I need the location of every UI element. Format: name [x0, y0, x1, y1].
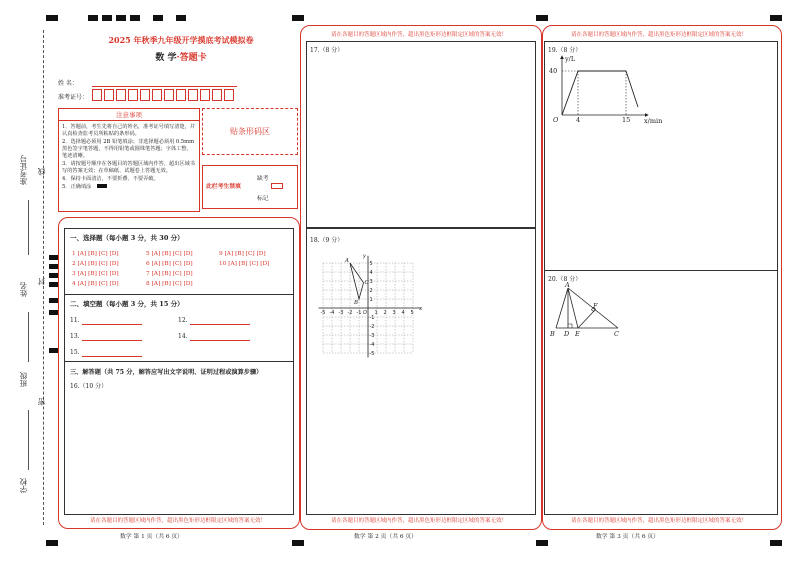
point-f: F: [593, 302, 598, 310]
choice-item-4[interactable]: 4 [A] [B] [C] [D]: [72, 281, 119, 287]
registration-mark: [292, 540, 304, 546]
fill-label-11: 11.: [70, 317, 80, 324]
side-name-label: 姓名: [19, 282, 28, 297]
choice-item-3[interactable]: 3 [A] [B] [C] [D]: [72, 271, 119, 277]
id-label: 准考证号：: [58, 94, 89, 101]
side-id-label: 准考证号: [19, 155, 28, 185]
name-field[interactable]: [92, 86, 237, 87]
y-tick-label: -5: [369, 351, 375, 357]
x-axis-label: x/min: [644, 117, 663, 125]
choice-item-7[interactable]: 7 [A] [B] [C] [D]: [146, 271, 193, 277]
registration-mark: [153, 15, 163, 21]
notice-item: 2．选择题必须用 2B 铅笔填涂；非选择题必须用 0.5mm 黑色签字笔答题，不得用铅笔或圆珠笔答题；字体工整、笔迹清晰。: [62, 139, 195, 159]
warning-text: 请在各题目的答题区域内作答，超出黑色矩形边框限定区域的答案无效！: [571, 518, 748, 524]
choice-item-10[interactable]: 10 [A] [B] [C] [D]: [219, 261, 270, 267]
y-tick-label: 1: [369, 297, 373, 303]
side-class-label: 班级: [19, 372, 28, 387]
fill-blank-12[interactable]: [190, 324, 250, 325]
notice-item: 5．正确填涂: [62, 184, 92, 190]
absent-label: 此栏考生禁填: [206, 184, 241, 190]
triangle-vertex-label: A: [345, 258, 349, 264]
q19-label: 19.（8 分）: [548, 47, 582, 54]
id-cell[interactable]: [188, 89, 198, 101]
y-axis-label: y: [363, 253, 366, 260]
choice-item-5[interactable]: 5 [A] [B] [C] [D]: [146, 251, 193, 257]
warning-text: 请在各题目的答题区域内作答，超出黑色矩形边框限定区域的答案无效！: [90, 518, 267, 524]
exam-title: 2025 年秋季九年级开学摸底考试模拟卷: [108, 35, 254, 45]
solve-title: 三、解答题（共 75 分，解答应写出文字说明、证明过程或演算步骤）: [70, 369, 263, 376]
y-tick-label: 3: [369, 279, 373, 285]
registration-mark: [176, 15, 186, 21]
card-name: ·答题卡: [176, 53, 207, 63]
registration-mark: [130, 15, 140, 21]
fill-label-13: 13.: [70, 333, 80, 340]
y-tick-label: 4: [369, 270, 373, 276]
side-seal-label: 封: [37, 278, 46, 286]
x-tick-4: 4: [576, 116, 581, 124]
y-tick-label: -2: [369, 324, 375, 330]
side-mark: [49, 255, 58, 260]
tick-labels: [321, 254, 423, 357]
segment-ae: [568, 288, 578, 328]
y-axis-label: y/L: [565, 55, 576, 63]
id-cell[interactable]: [200, 89, 210, 101]
notice-item: 4．保持卡面清洁，不要折叠、不要弄破。: [62, 176, 159, 182]
registration-mark: [292, 15, 304, 21]
id-cell[interactable]: [224, 89, 234, 101]
x-tick-label: 2: [383, 310, 387, 316]
y-tick-label: -3: [369, 333, 375, 339]
registration-mark: [46, 15, 58, 21]
registration-mark: [88, 15, 98, 21]
x-tick-label: -5: [320, 310, 326, 316]
id-cell[interactable]: [140, 89, 150, 101]
right-angle-d: [568, 324, 572, 328]
volume-line: [562, 71, 638, 115]
point-a: A: [565, 281, 570, 289]
side-school-label: 学校: [19, 478, 28, 493]
choice-item-8[interactable]: 8 [A] [B] [C] [D]: [146, 281, 193, 287]
q20-figure: [548, 280, 628, 340]
x-tick-label: -3: [338, 310, 344, 316]
subject-name: 数 学: [155, 53, 177, 63]
warning-text: 请在各题目的答题区域内作答，超出黑色矩形边框限定区域的答案无效！: [331, 518, 508, 524]
name-label: 姓 名：: [58, 80, 78, 87]
side-line-label: 线: [37, 168, 46, 176]
side-underline: [28, 200, 29, 255]
side-underline: [28, 410, 29, 470]
side-mark: [49, 298, 58, 303]
x-tick-label: 4: [401, 310, 405, 316]
choice-item-1[interactable]: 1 [A] [B] [C] [D]: [72, 251, 119, 257]
side-underline: [28, 312, 29, 362]
id-cell[interactable]: [104, 89, 114, 101]
fill-example-mark: [97, 184, 107, 188]
id-cell[interactable]: [128, 89, 138, 101]
side-mark: [49, 348, 58, 353]
fill-label-14: 14.: [178, 333, 188, 340]
q17-answer-box[interactable]: [306, 41, 536, 228]
notice-box: [58, 108, 200, 212]
registration-mark: [46, 540, 58, 546]
absent-box: [202, 165, 298, 209]
segment-ef: [578, 310, 595, 328]
x-tick-15: 15: [622, 116, 631, 124]
registration-mark: [536, 540, 548, 546]
page-footer: 数学 第 2 页（共 6 页）: [354, 534, 417, 540]
id-cell[interactable]: [176, 89, 186, 101]
fill-label-15: 15.: [70, 349, 80, 356]
triangle-vertex-label: C: [364, 279, 369, 286]
triangle-vertex-label: B: [354, 300, 359, 306]
q16-label: 16.（10 分）: [70, 383, 108, 390]
choice-item-6[interactable]: 6 [A] [B] [C] [D]: [146, 261, 193, 267]
page-footer: 数学 第 3 页（共 6 页）: [596, 534, 659, 540]
choice-title: 一、选择题（每小题 3 分，共 30 分）: [70, 234, 184, 242]
side-mark: [49, 264, 58, 269]
fill-blank-15[interactable]: [82, 356, 142, 357]
side-mark: [49, 282, 58, 287]
barcode-area: [202, 108, 298, 155]
subject-title: [66, 50, 296, 63]
origin-label: O: [363, 310, 367, 316]
registration-mark: [536, 15, 548, 21]
notice-item: 1．答题前，考生先将自己的姓名，准考证号填写清楚，并认真检查监考员所粘贴的条形码。: [62, 124, 195, 137]
q18-label: 18.（9 分）: [310, 237, 344, 244]
q17-label: 17.（8 分）: [310, 47, 344, 54]
q18-coordinate-grid: [318, 245, 428, 357]
registration-mark: [116, 15, 126, 21]
point-b: B: [550, 330, 555, 338]
page-footer: 数学 第 1 页（共 6 页）: [120, 534, 183, 540]
point-e: E: [575, 330, 580, 338]
fill-blank-11[interactable]: [82, 324, 142, 325]
point-d: D: [564, 330, 570, 338]
notice-title: 注意事项: [59, 109, 199, 121]
x-tick-label: 1: [374, 310, 378, 316]
registration-mark: [102, 15, 112, 21]
absent-checkbox[interactable]: [271, 183, 283, 189]
fill-blank-14[interactable]: [190, 340, 250, 341]
id-cell[interactable]: [92, 89, 102, 101]
absent-mark-top: 缺考: [257, 176, 269, 182]
fill-blank-13[interactable]: [82, 340, 142, 341]
x-tick-label: -2: [347, 310, 353, 316]
id-cell[interactable]: [116, 89, 126, 101]
x-tick-label: -4: [329, 310, 335, 316]
notice-item-fill: [62, 184, 196, 191]
registration-mark: [770, 15, 782, 21]
x-tick-label: 3: [392, 310, 396, 316]
choice-item-2[interactable]: 2 [A] [B] [C] [D]: [72, 261, 119, 267]
id-cell[interactable]: [212, 89, 222, 101]
registration-mark: [770, 540, 782, 546]
warning-text: 请在各题目的答题区域内作答，超出黑色矩形边框限定区域的答案无效！: [331, 32, 508, 38]
q20-label: 20.（8 分）: [548, 276, 582, 283]
point-c: C: [614, 330, 619, 338]
warning-text: 请在各题目的答题区域内作答，超出黑色矩形边框限定区域的答案无效！: [571, 32, 748, 38]
x-tick-label: 5: [410, 310, 414, 316]
origin-label: O: [553, 116, 559, 124]
y-tick-label: -4: [369, 342, 375, 348]
y-tick-label: -1: [369, 315, 375, 321]
segment-ab: [556, 288, 568, 328]
fill-title: 二、填空题（每小题 3 分，共 15 分）: [70, 300, 184, 308]
notice-item: 3．请按题号顺序在各题目的答题区域内作答，超出区域书写的答案无效；在草稿纸、试题卷上答题无效。: [62, 161, 195, 174]
side-secret-label: 密: [37, 398, 46, 406]
q19-graph: [548, 52, 668, 127]
absent-mark-bottom: 标记: [257, 196, 269, 202]
choice-item-9[interactable]: 9 [A] [B] [C] [D]: [219, 251, 266, 257]
side-mark: [49, 273, 58, 278]
fill-label-12: 12.: [178, 317, 188, 324]
id-cell[interactable]: [152, 89, 162, 101]
x-tick-label: -1: [356, 310, 362, 316]
side-mark: [49, 310, 58, 315]
y-tick-label: 2: [369, 288, 373, 294]
barcode-label: 贴条形码区: [230, 127, 270, 136]
y-tick-label: 5: [369, 261, 373, 267]
id-cell[interactable]: [164, 89, 174, 101]
x-axis-label: x: [419, 306, 423, 312]
y-tick-40: 40: [549, 67, 558, 75]
